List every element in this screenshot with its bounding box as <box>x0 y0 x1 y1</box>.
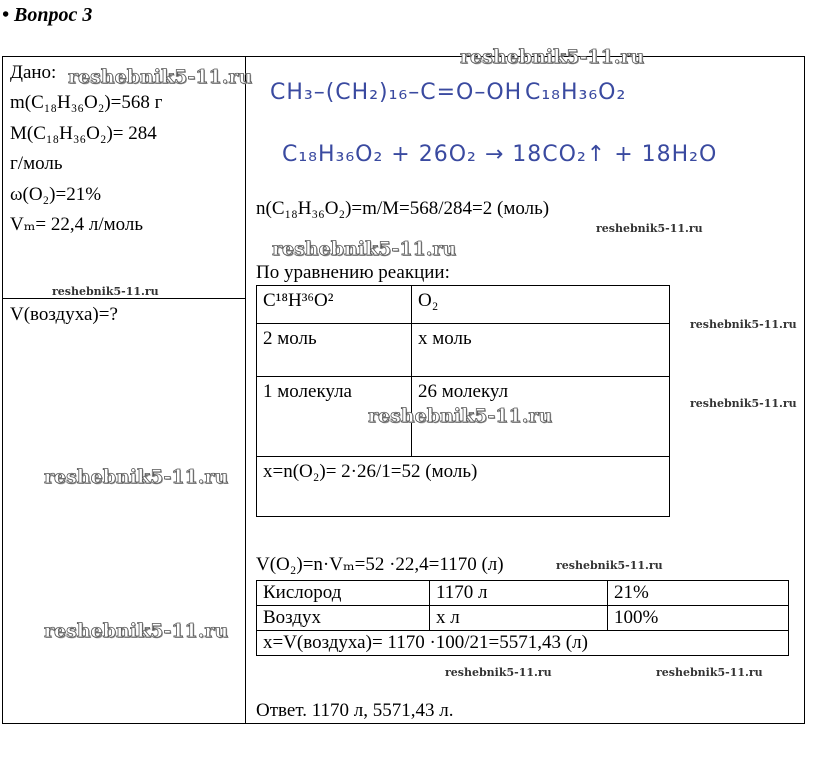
table2-oxygen-volume: 1170 л <box>430 581 608 606</box>
moles-of-acid: n(C₁₈H₃₆O₂)=m/M=568/284=2 (моль) <box>256 198 550 219</box>
handwritten-molecular-formula: C₁₈H₃₆O₂ <box>525 80 627 105</box>
watermark: reshebnik5-11.ru <box>556 559 663 572</box>
by-equation-label: По уравнению реакции: <box>256 262 450 283</box>
table2-air-percent: 100% <box>608 606 789 631</box>
proportion-table <box>256 285 670 517</box>
table1-header-acid: C¹⁸H³⁶O² <box>257 286 412 324</box>
question-heading: • Вопрос 3 <box>2 4 93 26</box>
table1-result: x=n(O₂)= 2·26/1=52 (моль) <box>257 457 670 517</box>
given-molar-volume: Vₘ= 22,4 л/моль <box>10 214 144 235</box>
watermark: reshebnik5-11.ru <box>460 46 645 68</box>
find-value: V(воздуха)=? <box>10 304 118 325</box>
watermark: reshebnik5-11.ru <box>690 318 797 331</box>
table2-oxygen-percent: 21% <box>608 581 789 606</box>
table1-oxygen-moles: x моль <box>412 324 670 377</box>
given-molar-mass-unit: г/моль <box>10 153 63 174</box>
table1-acid-molecules: 1 молекула <box>257 377 412 457</box>
given-mass: m(C₁₈H₃₆O₂)=568 г <box>10 92 163 113</box>
given-oxygen-fraction: ω(O₂)=21% <box>10 184 102 205</box>
column-divider <box>245 56 246 724</box>
oxygen-volume: V(O₂)=n·Vₘ=52 ·22,4=1170 (л) <box>256 554 504 575</box>
watermark: reshebnik5-11.ru <box>44 466 229 488</box>
table2-oxygen-label: Кислород <box>257 581 430 606</box>
table1-acid-moles: 2 моль <box>257 324 412 377</box>
watermark: reshebnik5-11.ru <box>368 405 553 427</box>
table2-air-volume: x л <box>430 606 608 631</box>
handwritten-reaction-equation: C₁₈H₃₆O₂ + 26O₂ → 18CO₂↑ + 18H₂O <box>282 142 718 167</box>
table2-result: x=V(воздуха)= 1170 ·100/21=5571,43 (л) <box>257 631 789 656</box>
watermark: reshebnik5-11.ru <box>445 666 552 679</box>
watermark: reshebnik5-11.ru <box>272 238 457 260</box>
watermark: reshebnik5-11.ru <box>44 620 229 642</box>
watermark: reshebnik5-11.ru <box>68 66 253 88</box>
given-find-divider <box>2 298 246 299</box>
watermark: reshebnik5-11.ru <box>656 666 763 679</box>
given-molar-mass: M(C₁₈H₃₆O₂)= 284 <box>10 123 157 144</box>
table2-air-label: Воздух <box>257 606 430 631</box>
given-label: Дано: <box>10 62 57 83</box>
watermark: reshebnik5-11.ru <box>596 222 703 235</box>
watermark: reshebnik5-11.ru <box>690 397 797 410</box>
watermark: reshebnik5-11.ru <box>52 285 159 298</box>
table1-oxygen-molecules: 26 молекул <box>412 377 670 457</box>
table1-header-oxygen: O₂ <box>412 286 670 324</box>
handwritten-structural-formula: CH₃–(CH₂)₁₆–C=O–OH <box>270 80 523 105</box>
air-volume-table <box>256 580 789 656</box>
answer-text: Ответ. 1170 л, 5571,43 л. <box>256 700 454 721</box>
